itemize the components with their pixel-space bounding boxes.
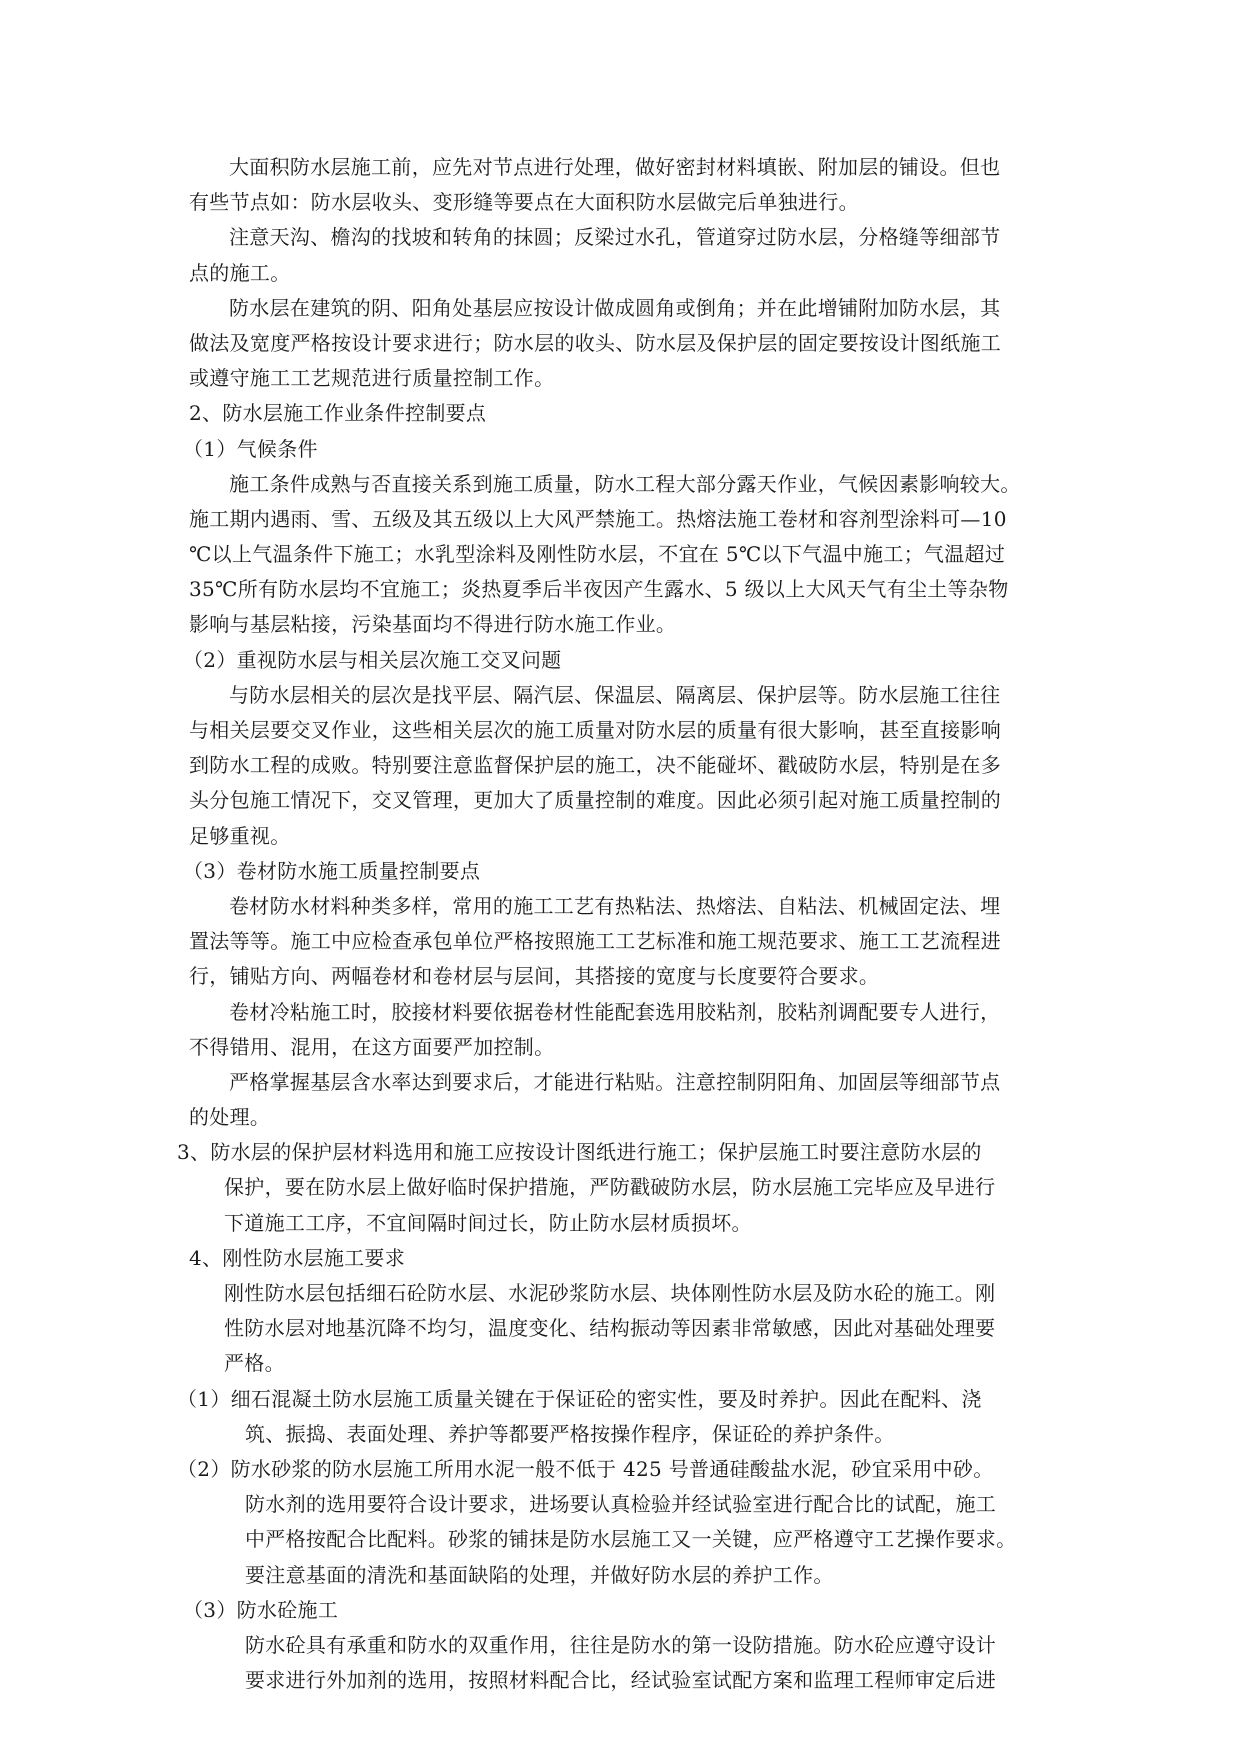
text-line: 施工条件成熟与否直接关系到施工质量，防水工程大部分露天作业，气候因素影响较大。	[229, 471, 1021, 496]
text-line: 不得错用、混用，在这方面要严加控制。	[189, 1034, 555, 1059]
text-line: 防水剂的选用要符合设计要求，进场要认真检验并经试验室进行配合比的试配，施工	[245, 1492, 997, 1517]
text-line: 4、刚性防水层施工要求	[189, 1245, 406, 1270]
text-line: 做法及宽度严格按设计要求进行；防水层的收头、防水层及保护层的固定要按设计图纸施工	[189, 330, 1001, 355]
text-line: 防水砼具有承重和防水的双重作用，往往是防水的第一设防措施。防水砼应遵守设计	[245, 1632, 997, 1657]
text-line: 防水层在建筑的阴、阳角处基层应按设计做成圆角或倒角；并在此增铺附加防水层，其	[229, 295, 1001, 320]
text-line: （2）重视防水层与相关层次施工交叉问题	[183, 647, 562, 672]
text-line: 性防水层对地基沉降不均匀，温度变化、结构振动等因素非常敏感，因此对基础处理要	[224, 1316, 996, 1341]
text-line: 施工期内遇雨、雪、五级及其五级以上大风严禁施工。热熔法施工卷材和容剂型涂料可—10	[189, 506, 1007, 531]
text-line: 严格。	[224, 1351, 285, 1376]
text-line: 中严格按配合比配料。砂浆的铺抹是防水层施工又一关键，应严格遵守工艺操作要求。	[245, 1527, 1017, 1552]
text-line: 头分包施工情况下，交叉管理，更加大了质量控制的难度。因此必须引起对施工质量控制的	[189, 788, 1001, 813]
text-line: 卷材冷粘施工时，胶接材料要依据卷材性能配套选用胶粘剂，胶粘剂调配要专人进行，	[229, 999, 1001, 1024]
document-body	[177, 150, 1069, 1698]
text-line: 注意天沟、檐沟的找坡和转角的抹圆；反梁过水孔，管道穿过防水层，分格缝等细部节	[229, 225, 1001, 250]
text-line: 35℃所有防水层均不宜施工；炎热夏季后半夜因产生露水、5 级以上大风天气有尘土等杂物	[189, 577, 1009, 602]
text-line: ℃以上气温条件下施工；水乳型涂料及刚性防水层，不宜在 5℃以下气温中施工；气温超过	[189, 542, 1006, 567]
text-line: （3）卷材防水施工质量控制要点	[183, 858, 481, 883]
text-line: （1）细石混凝土防水层施工质量关键在于保证砼的密实性，要及时养护。因此在配料、浇	[177, 1386, 982, 1411]
text-line: 保护，要在防水层上做好临时保护措施，严防戳破防水层，防水层施工完毕应及早进行	[224, 1175, 996, 1200]
text-line: 大面积防水层施工前，应先对节点进行处理，做好密封材料填嵌、附加层的铺设。但也	[229, 155, 1001, 179]
text-line: 下道施工工序，不宜间隔时间过长，防止防水层材质损坏。	[224, 1210, 752, 1235]
text-line: 影响与基层粘接，污染基面均不得进行防水施工作业。	[189, 612, 677, 637]
text-line: 行，铺贴方向、两幅卷材和卷材层与层间，其搭接的宽度与长度要符合要求。	[189, 964, 880, 989]
text-line: 到防水工程的成败。特别要注意监督保护层的施工，决不能碰坏、戳破防水层，特别是在多	[189, 753, 1001, 778]
text-line: （2）防水砂浆的防水层施工所用水泥一般不低于 425 号普通硅酸盐水泥，砂宜采用中砂。	[177, 1456, 994, 1481]
text-line: 的处理。	[189, 1105, 271, 1130]
text-line: 严格掌握基层含水率达到要求后，才能进行粘贴。注意控制阴阳角、加固层等细部节点	[229, 1069, 1001, 1094]
text-line: 置法等等。施工中应检查承包单位严格按照施工工艺标准和施工规范要求、施工工艺流程进	[189, 929, 1001, 954]
text-line: 3、防水层的保护层材料选用和施工应按设计图纸进行施工；保护层施工时要注意防水层的	[177, 1140, 982, 1165]
text-line: （1）气候条件	[183, 436, 318, 461]
text-line: 2、防水层施工作业条件控制要点	[189, 401, 487, 426]
text-line: 筑、振捣、表面处理、养护等都要严格按操作程序，保证砼的养护条件。	[245, 1421, 895, 1446]
text-line: 足够重视。	[189, 823, 291, 848]
text-line: 卷材防水材料种类多样，常用的施工工艺有热粘法、热熔法、自粘法、机械固定法、埋	[229, 893, 1001, 918]
text-line: 或遵守施工工艺规范进行质量控制工作。	[189, 366, 555, 391]
text-line: 与防水层相关的层次是找平层、隔汽层、保温层、隔离层、保护层等。防水层施工往往	[229, 682, 1001, 707]
text-line: 刚性防水层包括细石砼防水层、水泥砂浆防水层、块体刚性防水层及防水砼的施工。刚	[224, 1281, 996, 1305]
text-line: （3）防水砼施工	[183, 1597, 339, 1622]
text-line: 要注意基面的清洗和基面缺陷的处理，并做好防水层的养护工作。	[245, 1562, 834, 1587]
text-line: 要求进行外加剂的选用，按照材料配合比，经试验室试配方案和监理工程师审定后进	[245, 1668, 997, 1693]
text-line: 有些节点如：防水层收头、变形缝等要点在大面积防水层做完后单独进行。	[189, 190, 859, 215]
text-line: 点的施工。	[189, 260, 291, 285]
text-line: 与相关层要交叉作业，这些相关层次的施工质量对防水层的质量有很大影响，甚至直接影响	[189, 718, 1001, 742]
